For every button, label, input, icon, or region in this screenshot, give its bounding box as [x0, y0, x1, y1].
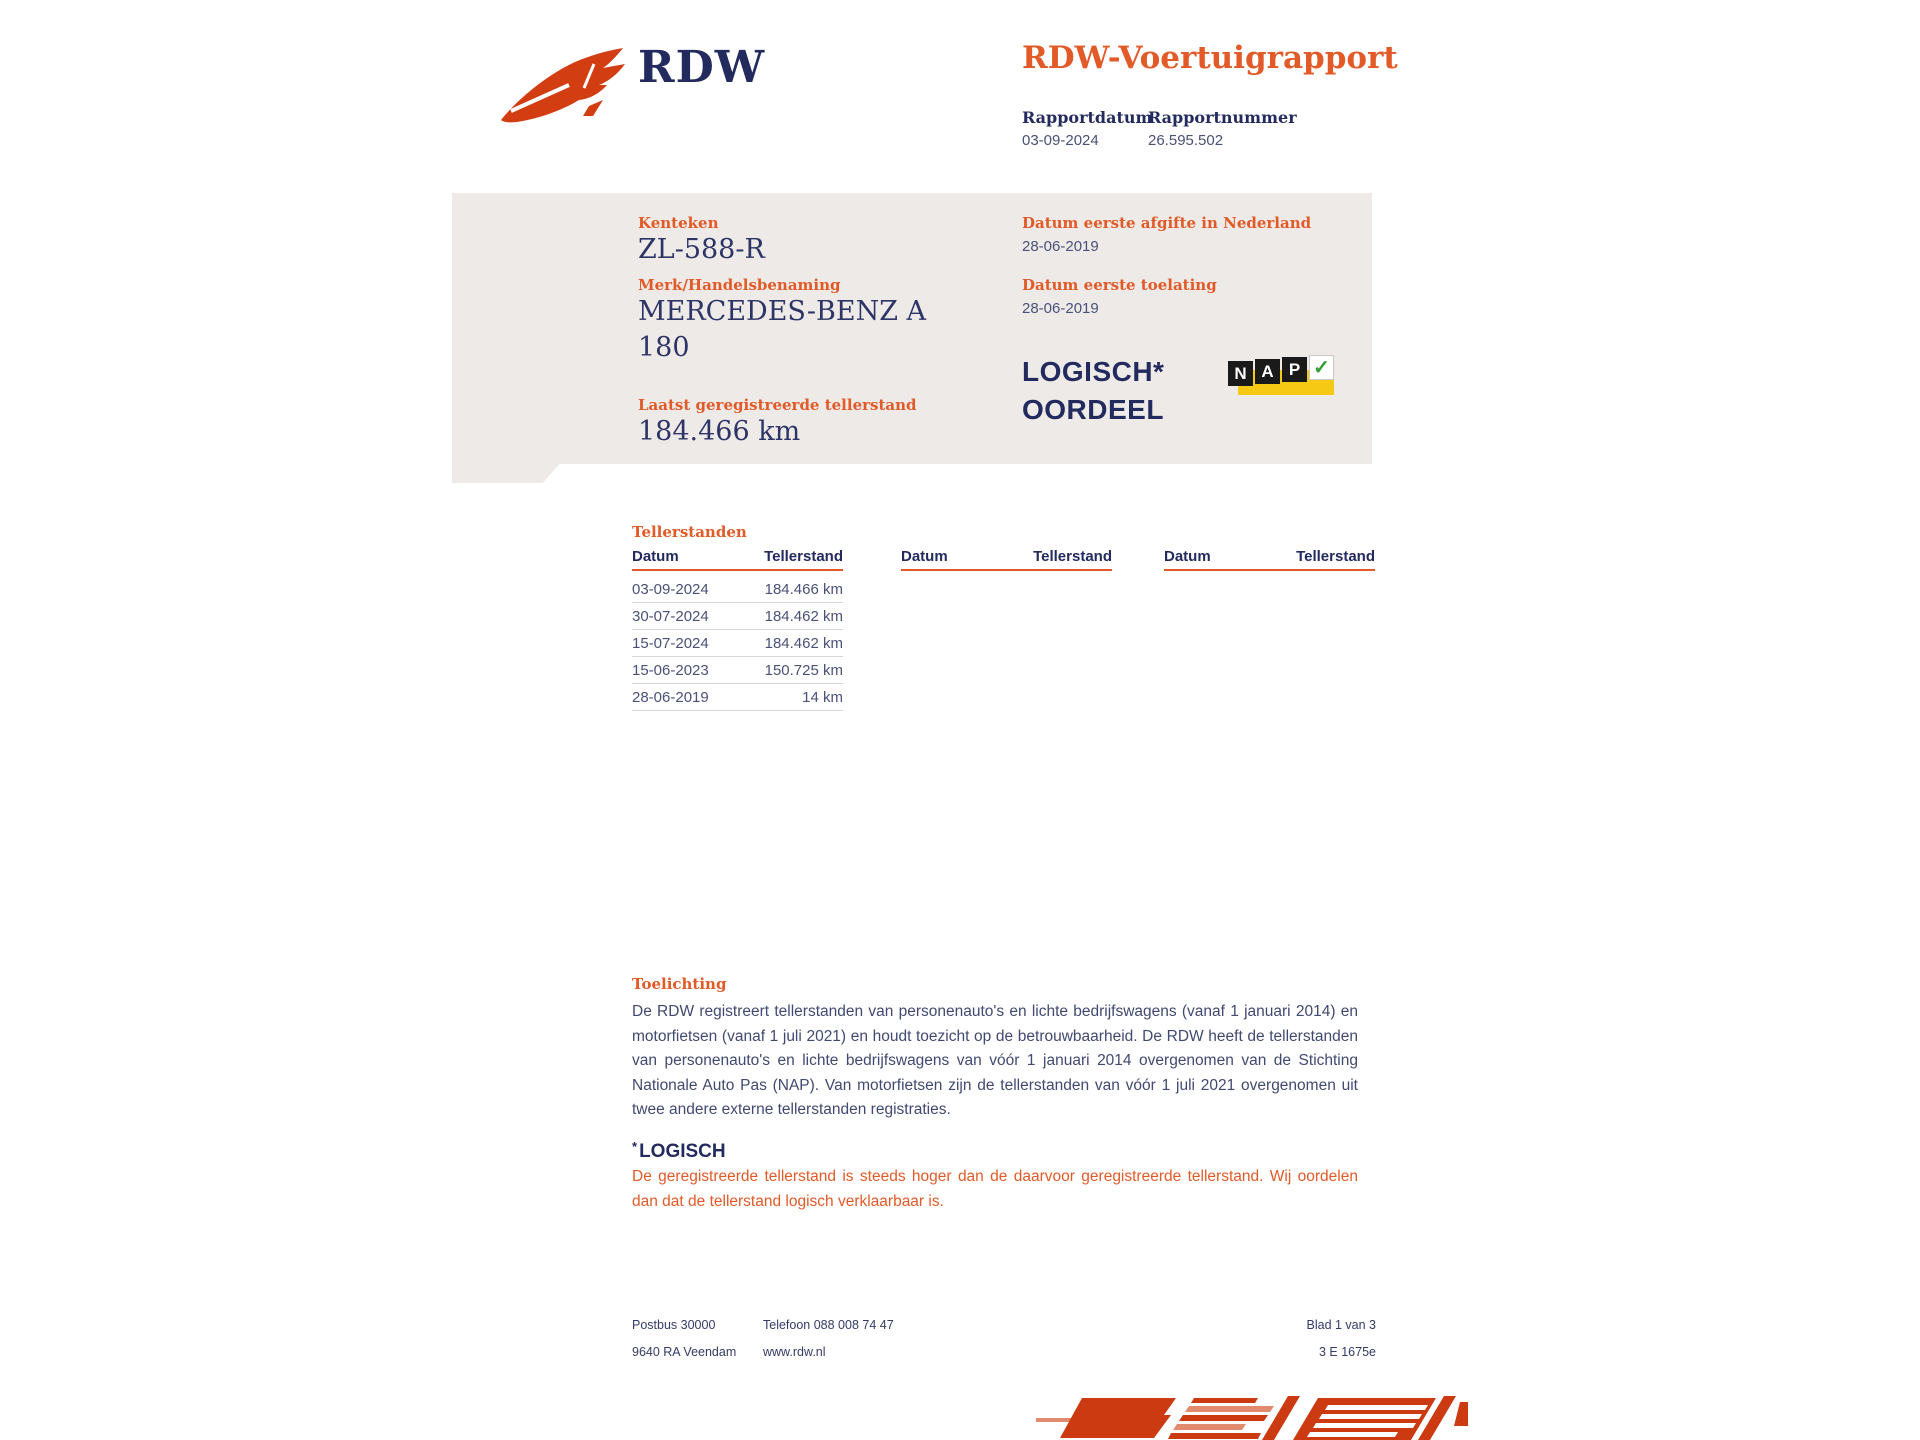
rdw-swoosh-logo-icon [497, 48, 629, 134]
column-header-datum: Datum [1164, 548, 1211, 565]
report-date-label: Rapportdatum [1022, 108, 1153, 127]
footer-address-line2: 9640 RA Veendam [632, 1345, 737, 1359]
vehicle-summary-panel-tab [452, 464, 570, 483]
row-tellerstand: 150.725 km [764, 661, 843, 679]
logisch-explanation: De geregistreerde tellerstand is steeds hoger dan de daarvoor geregistreerde tellerstand. Wij oordelen dan dat de tellerstand logisch verklaarbaar is. [632, 1168, 1358, 1210]
kenteken-label: Kenteken [638, 214, 719, 232]
eerste-toelating-value: 28-06-2019 [1022, 300, 1099, 317]
eerste-afgifte-value: 28-06-2019 [1022, 238, 1099, 255]
table-row [632, 684, 843, 711]
column-header-datum: Datum [632, 548, 679, 565]
nap-logo [1228, 354, 1340, 400]
rdw-wordmark: RDW [638, 42, 766, 93]
table-row [632, 630, 843, 657]
logisch-asterisk: * [632, 1139, 638, 1154]
table-header-group-2 [901, 548, 1112, 571]
merk-label: Merk/Handelsbenaming [638, 276, 841, 294]
laatste-tellerstand-label: Laatst geregistreerde tellerstand [638, 396, 917, 414]
report-number-label: Rapportnummer [1148, 108, 1297, 127]
column-header-datum: Datum [901, 548, 948, 565]
toelichting-body: De RDW registreert tellerstanden van personenauto's en lichte bedrijfswagens (vanaf 1 januari 2014) en motorfietsen (vanaf 1 juli 2021) en houdt toezicht op de betrouwbaarheid. De RDW heeft de tellerstanden van personenauto's en lichte bedrijfswagens van vóór 1 januari 2014 overgenomen van de Stichting Nationale Auto Pas (NAP). Van motorfietsen zijn de tellerstanden van vóór 1 juli 2021 overgenomen uit twee andere externe tellerstanden registraties. [632, 1003, 1358, 1118]
oordeel-line2: OORDEEL [1022, 394, 1164, 425]
column-header-tellerstand: Tellerstand [1296, 548, 1375, 565]
nap-letter-n: N [1228, 361, 1253, 386]
row-datum: 28-06-2019 [632, 688, 709, 706]
row-datum: 15-07-2024 [632, 634, 709, 652]
nap-checkmark-icon: ✓ [1309, 355, 1334, 380]
row-datum: 03-09-2024 [632, 580, 709, 598]
page-title: RDW-Voertuigrapport [1022, 40, 1398, 76]
footer-page-indicator: Blad 1 van 3 [1306, 1318, 1376, 1332]
eerste-toelating-label: Datum eerste toelating [1022, 276, 1217, 294]
table-header-group-3 [1164, 548, 1375, 571]
row-tellerstand: 184.466 km [764, 580, 843, 598]
table-row [632, 657, 843, 684]
tellerstanden-section-title: Tellerstanden [632, 523, 747, 541]
logisch-heading-row [632, 1139, 726, 1163]
table-header-group-1 [632, 548, 843, 571]
row-datum: 30-07-2024 [632, 607, 709, 625]
column-header-tellerstand: Tellerstand [1033, 548, 1112, 565]
footer-form-code: 3 E 1675e [1319, 1345, 1376, 1359]
kenteken-value: ZL-588-R [638, 234, 765, 265]
row-datum: 15-06-2023 [632, 661, 709, 679]
logisch-heading: LOGISCH [639, 1141, 726, 1162]
row-tellerstand: 184.462 km [764, 634, 843, 652]
row-tellerstand: 184.462 km [764, 607, 843, 625]
row-tellerstand: 14 km [802, 688, 843, 706]
report-number-value: 26.595.502 [1148, 132, 1224, 149]
eerste-afgifte-label: Datum eerste afgifte in Nederland [1022, 214, 1312, 232]
table-row [632, 603, 843, 630]
merk-value: MERCEDES-BENZ A 180 [638, 296, 927, 363]
report-date-value: 03-09-2024 [1022, 132, 1099, 149]
oordeel-line1: LOGISCH* [1022, 356, 1165, 387]
nap-letter-a: A [1255, 359, 1280, 384]
oordeel-text [1022, 353, 1164, 429]
table-row [632, 576, 843, 603]
nap-letter-p: P [1282, 357, 1307, 382]
footer-phone: Telefoon 088 008 74 47 [763, 1318, 894, 1332]
rdw-speedlines-pattern-icon [1036, 1392, 1468, 1440]
laatste-tellerstand-value: 184.466 km [638, 416, 801, 447]
toelichting-section-title: Toelichting [632, 975, 727, 993]
footer-address-line1: Postbus 30000 [632, 1318, 716, 1332]
column-header-tellerstand: Tellerstand [764, 548, 843, 565]
footer-website: www.rdw.nl [763, 1345, 826, 1359]
